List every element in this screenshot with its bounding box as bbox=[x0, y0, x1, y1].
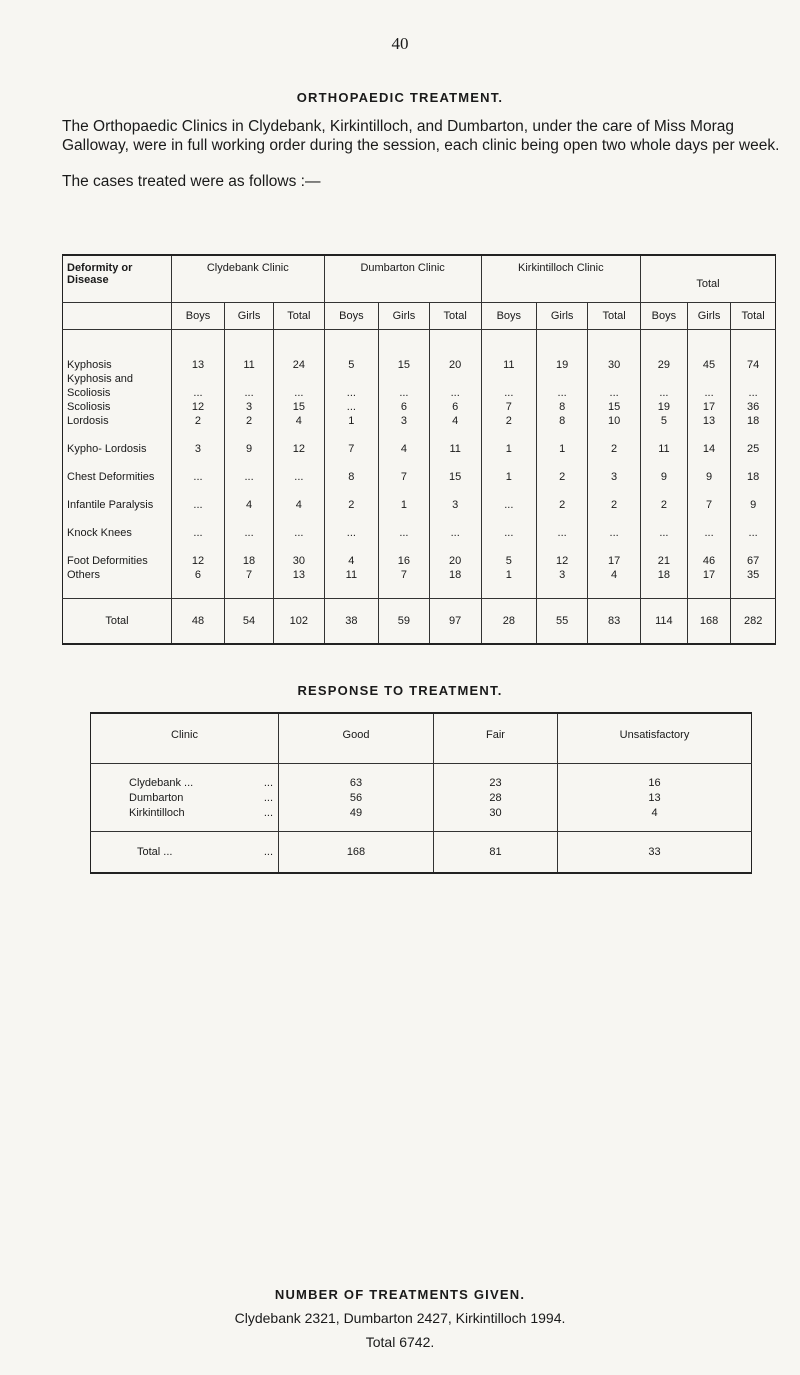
cell-value: 2 bbox=[324, 484, 379, 512]
cell-value: 6 bbox=[172, 568, 225, 582]
table-row bbox=[63, 428, 776, 456]
cell-value: 2 bbox=[172, 414, 225, 428]
header-group-dumbarton: Dumbarton Clinic bbox=[324, 255, 481, 303]
sub-girls: Girls bbox=[687, 303, 730, 330]
resp-header-fair: Fair bbox=[434, 713, 558, 763]
table-row bbox=[63, 568, 776, 582]
cell-value: 35 bbox=[731, 568, 776, 582]
response-row bbox=[91, 791, 752, 806]
cell-value: 9 bbox=[731, 484, 776, 512]
cell-value: 21 bbox=[640, 540, 687, 568]
disease-name: Scoliosis bbox=[67, 401, 111, 413]
disease-name: Chest Deformities bbox=[67, 471, 155, 483]
response-fair: 30 bbox=[434, 806, 558, 821]
cell-value: 11 bbox=[429, 428, 481, 456]
cell-value: 45 bbox=[687, 358, 730, 372]
treatments-by-clinic: Clydebank 2321, Dumbarton 2427, Kirkintilloch 1994. bbox=[234, 1310, 566, 1326]
cell-value: 16 bbox=[379, 540, 430, 568]
cell-value: 14 bbox=[687, 428, 730, 456]
cell-value: 11 bbox=[640, 428, 687, 456]
cell-value: 3 bbox=[588, 456, 641, 484]
cases-intro: The cases treated were as follows :— bbox=[62, 173, 321, 190]
total-value: 48 bbox=[172, 599, 225, 645]
cell-value: 2 bbox=[588, 428, 641, 456]
cell-value: 7 bbox=[379, 456, 430, 484]
cell-value: 3 bbox=[172, 428, 225, 456]
header-group-kirkintilloch: Kirkintilloch Clinic bbox=[481, 255, 640, 303]
cell-value: 17 bbox=[588, 540, 641, 568]
cell-value: ... bbox=[481, 484, 536, 512]
total-row bbox=[63, 599, 776, 645]
cell-value: 74 bbox=[731, 358, 776, 372]
clinic-name: Kirkintilloch bbox=[129, 806, 185, 819]
sub-total: Total bbox=[731, 303, 776, 330]
section-title-treatments: NUMBER OF TREATMENTS GIVEN. bbox=[274, 1287, 526, 1302]
cell-value: 2 bbox=[224, 414, 273, 428]
cell-value: ... bbox=[324, 400, 379, 414]
cell-value: 9 bbox=[687, 456, 730, 484]
total-value: 102 bbox=[274, 599, 324, 645]
response-fair: 81 bbox=[434, 831, 558, 873]
cell-value: 1 bbox=[324, 414, 379, 428]
resp-header-good: Good bbox=[279, 713, 434, 763]
cell-value: 24 bbox=[274, 358, 324, 372]
cell-value: 11 bbox=[481, 358, 536, 372]
cell-value: ... bbox=[274, 512, 324, 540]
leader-dots: ... bbox=[263, 806, 273, 819]
cell-value: 17 bbox=[687, 400, 730, 414]
cell-value: 67 bbox=[731, 540, 776, 568]
cell-value: 2 bbox=[640, 484, 687, 512]
cell-value: ... bbox=[172, 456, 225, 484]
cell-value: 13 bbox=[172, 358, 225, 372]
response-good: 49 bbox=[279, 806, 434, 821]
cell-value: 18 bbox=[640, 568, 687, 582]
cell-value: 8 bbox=[536, 414, 587, 428]
sub-girls: Girls bbox=[379, 303, 430, 330]
cell-value: ... bbox=[731, 372, 776, 400]
cell-value: 6 bbox=[429, 400, 481, 414]
response-fair: 28 bbox=[434, 791, 558, 806]
total-label: Total bbox=[63, 599, 172, 645]
leader-dots: ... bbox=[263, 845, 273, 858]
cell-value: 3 bbox=[429, 484, 481, 512]
table-row bbox=[63, 372, 776, 400]
cell-value: 7 bbox=[224, 568, 273, 582]
cell-value: 17 bbox=[687, 568, 730, 582]
cell-value: 3 bbox=[224, 400, 273, 414]
disease-name: Kypho- Lordosis bbox=[67, 443, 147, 455]
cell-value: 3 bbox=[536, 568, 587, 582]
cell-value: 13 bbox=[687, 414, 730, 428]
cell-value: ... bbox=[481, 372, 536, 400]
table-row bbox=[63, 512, 776, 540]
header-group-total: Total bbox=[640, 255, 775, 303]
cell-value: ... bbox=[588, 512, 641, 540]
response-unsat: 13 bbox=[558, 791, 752, 806]
cell-value: ... bbox=[379, 372, 430, 400]
response-total-row bbox=[91, 831, 752, 873]
cell-value: 13 bbox=[274, 568, 324, 582]
cell-value: 1 bbox=[481, 428, 536, 456]
cell-value: 20 bbox=[429, 358, 481, 372]
cell-value: 46 bbox=[687, 540, 730, 568]
table-row bbox=[63, 540, 776, 568]
cell-value: ... bbox=[172, 372, 225, 400]
cell-value: ... bbox=[536, 372, 587, 400]
cell-value: ... bbox=[640, 512, 687, 540]
cell-value: 9 bbox=[640, 456, 687, 484]
leader-dots: ... bbox=[263, 791, 273, 804]
cell-value: ... bbox=[687, 512, 730, 540]
cell-value: 12 bbox=[172, 400, 225, 414]
response-fair: 23 bbox=[434, 776, 558, 791]
cell-value: 7 bbox=[481, 400, 536, 414]
table-row bbox=[63, 400, 776, 414]
cell-value: 15 bbox=[588, 400, 641, 414]
sub-total: Total bbox=[429, 303, 481, 330]
table-row bbox=[63, 484, 776, 512]
cell-value: 12 bbox=[274, 428, 324, 456]
response-good: 63 bbox=[279, 776, 434, 791]
cell-value: 12 bbox=[172, 540, 225, 568]
disease-name: Kyphosis bbox=[67, 359, 112, 371]
response-unsat: 33 bbox=[558, 831, 752, 873]
cell-value: 4 bbox=[274, 484, 324, 512]
cell-value: 1 bbox=[481, 568, 536, 582]
cell-value: 7 bbox=[324, 428, 379, 456]
disease-name: Kyphosis and Scoliosis bbox=[67, 373, 134, 399]
page-number: 40 bbox=[391, 34, 409, 53]
cell-value: ... bbox=[536, 512, 587, 540]
treatments-total: Total 6742. bbox=[365, 1334, 435, 1350]
cell-value: 4 bbox=[588, 568, 641, 582]
cell-value: 2 bbox=[536, 456, 587, 484]
total-value: 55 bbox=[536, 599, 587, 645]
cell-value: 15 bbox=[379, 358, 430, 372]
cell-value: ... bbox=[687, 372, 730, 400]
cell-value: ... bbox=[324, 372, 379, 400]
cell-value: ... bbox=[731, 512, 776, 540]
cell-value: ... bbox=[172, 484, 225, 512]
clinic-name: Dumbarton bbox=[129, 791, 184, 804]
cell-value: 8 bbox=[536, 400, 587, 414]
sub-boys: Boys bbox=[324, 303, 379, 330]
table-row bbox=[63, 358, 776, 372]
cell-value: ... bbox=[274, 456, 324, 484]
cell-value: 20 bbox=[429, 540, 481, 568]
cell-value: 18 bbox=[731, 456, 776, 484]
response-good: 168 bbox=[279, 831, 434, 873]
total-value: 282 bbox=[731, 599, 776, 645]
total-value: 168 bbox=[687, 599, 730, 645]
cell-value: ... bbox=[429, 512, 481, 540]
cell-value: 4 bbox=[224, 484, 273, 512]
cell-value: ... bbox=[481, 512, 536, 540]
cell-value: 15 bbox=[429, 456, 481, 484]
cell-value: ... bbox=[429, 372, 481, 400]
resp-header-clinic: Clinic bbox=[91, 713, 279, 763]
cell-value: 5 bbox=[324, 358, 379, 372]
sub-total: Total bbox=[588, 303, 641, 330]
total-value: 59 bbox=[379, 599, 430, 645]
cell-value: 7 bbox=[687, 484, 730, 512]
section-title-orthopaedic: ORTHOPAEDIC TREATMENT. bbox=[296, 90, 504, 105]
cell-value: 19 bbox=[536, 358, 587, 372]
disease-name: Others bbox=[67, 569, 101, 581]
disease-name: Knock Knees bbox=[67, 527, 132, 539]
resp-header-unsatisfactory: Unsatisfactory bbox=[558, 713, 752, 763]
treatment-table bbox=[62, 254, 776, 645]
cell-value: 1 bbox=[379, 484, 430, 512]
cell-value: 18 bbox=[224, 540, 273, 568]
cell-value: 4 bbox=[274, 414, 324, 428]
response-table bbox=[90, 712, 752, 874]
cell-value: 36 bbox=[731, 400, 776, 414]
section-title-response: RESPONSE TO TREATMENT. bbox=[297, 683, 503, 698]
table-row bbox=[63, 414, 776, 428]
intro-text: The Orthopaedic Clinics in Clydebank, Kirkintilloch, and Dumbarton, under the care of Miss Morag Galloway, were in full working order during the session, each clinic being open two whole days per week. bbox=[62, 118, 780, 154]
total-value: 28 bbox=[481, 599, 536, 645]
cell-value: 1 bbox=[481, 456, 536, 484]
sub-boys: Boys bbox=[172, 303, 225, 330]
cell-value: ... bbox=[274, 372, 324, 400]
cell-value: 5 bbox=[481, 540, 536, 568]
cell-value: 25 bbox=[731, 428, 776, 456]
response-unsat: 16 bbox=[558, 776, 752, 791]
cell-value: ... bbox=[224, 456, 273, 484]
disease-name: Infantile Paralysis bbox=[67, 499, 154, 511]
cell-value: 12 bbox=[536, 540, 587, 568]
cell-value: 18 bbox=[429, 568, 481, 582]
cell-value: 5 bbox=[640, 414, 687, 428]
cell-value: 2 bbox=[536, 484, 587, 512]
cell-value: 6 bbox=[379, 400, 430, 414]
cell-value: ... bbox=[640, 372, 687, 400]
cell-value: 11 bbox=[324, 568, 379, 582]
cell-value: 2 bbox=[481, 414, 536, 428]
disease-name: Lordosis bbox=[67, 415, 109, 427]
cell-value: 18 bbox=[731, 414, 776, 428]
cell-value: 2 bbox=[588, 484, 641, 512]
total-value: 83 bbox=[588, 599, 641, 645]
cell-value: ... bbox=[588, 372, 641, 400]
header-group-clydebank: Clydebank Clinic bbox=[172, 255, 325, 303]
cell-value: ... bbox=[379, 512, 430, 540]
sub-boys: Boys bbox=[640, 303, 687, 330]
table-row bbox=[63, 456, 776, 484]
response-row bbox=[91, 806, 752, 821]
intro-paragraph bbox=[62, 117, 782, 155]
cell-value: ... bbox=[224, 372, 273, 400]
cell-value: 19 bbox=[640, 400, 687, 414]
cell-value: ... bbox=[324, 512, 379, 540]
clinic-name: Total ... bbox=[137, 845, 173, 858]
cell-value: 29 bbox=[640, 358, 687, 372]
cell-value: 1 bbox=[536, 428, 587, 456]
response-good: 56 bbox=[279, 791, 434, 806]
cell-value: 10 bbox=[588, 414, 641, 428]
cell-value: 30 bbox=[588, 358, 641, 372]
response-row bbox=[91, 776, 752, 791]
cell-value: 11 bbox=[224, 358, 273, 372]
cell-value: 8 bbox=[324, 456, 379, 484]
header-blank bbox=[63, 303, 172, 330]
cell-value: ... bbox=[172, 512, 225, 540]
cell-value: 4 bbox=[429, 414, 481, 428]
total-value: 97 bbox=[429, 599, 481, 645]
total-value: 38 bbox=[324, 599, 379, 645]
header-deformity: Deformity or Disease bbox=[67, 262, 133, 286]
disease-name: Foot Deformities bbox=[67, 555, 148, 567]
sub-girls: Girls bbox=[536, 303, 587, 330]
cell-value: 4 bbox=[324, 540, 379, 568]
response-unsat: 4 bbox=[558, 806, 752, 821]
total-value: 114 bbox=[640, 599, 687, 645]
cell-value: ... bbox=[224, 512, 273, 540]
sub-boys: Boys bbox=[481, 303, 536, 330]
leader-dots: ... bbox=[263, 776, 273, 789]
sub-girls: Girls bbox=[224, 303, 273, 330]
cell-value: 30 bbox=[274, 540, 324, 568]
sub-total: Total bbox=[274, 303, 324, 330]
cell-value: 4 bbox=[379, 428, 430, 456]
cell-value: 7 bbox=[379, 568, 430, 582]
cell-value: 15 bbox=[274, 400, 324, 414]
cell-value: 9 bbox=[224, 428, 273, 456]
clinic-name: Clydebank ... bbox=[129, 776, 194, 789]
cell-value: 3 bbox=[379, 414, 430, 428]
total-value: 54 bbox=[224, 599, 273, 645]
